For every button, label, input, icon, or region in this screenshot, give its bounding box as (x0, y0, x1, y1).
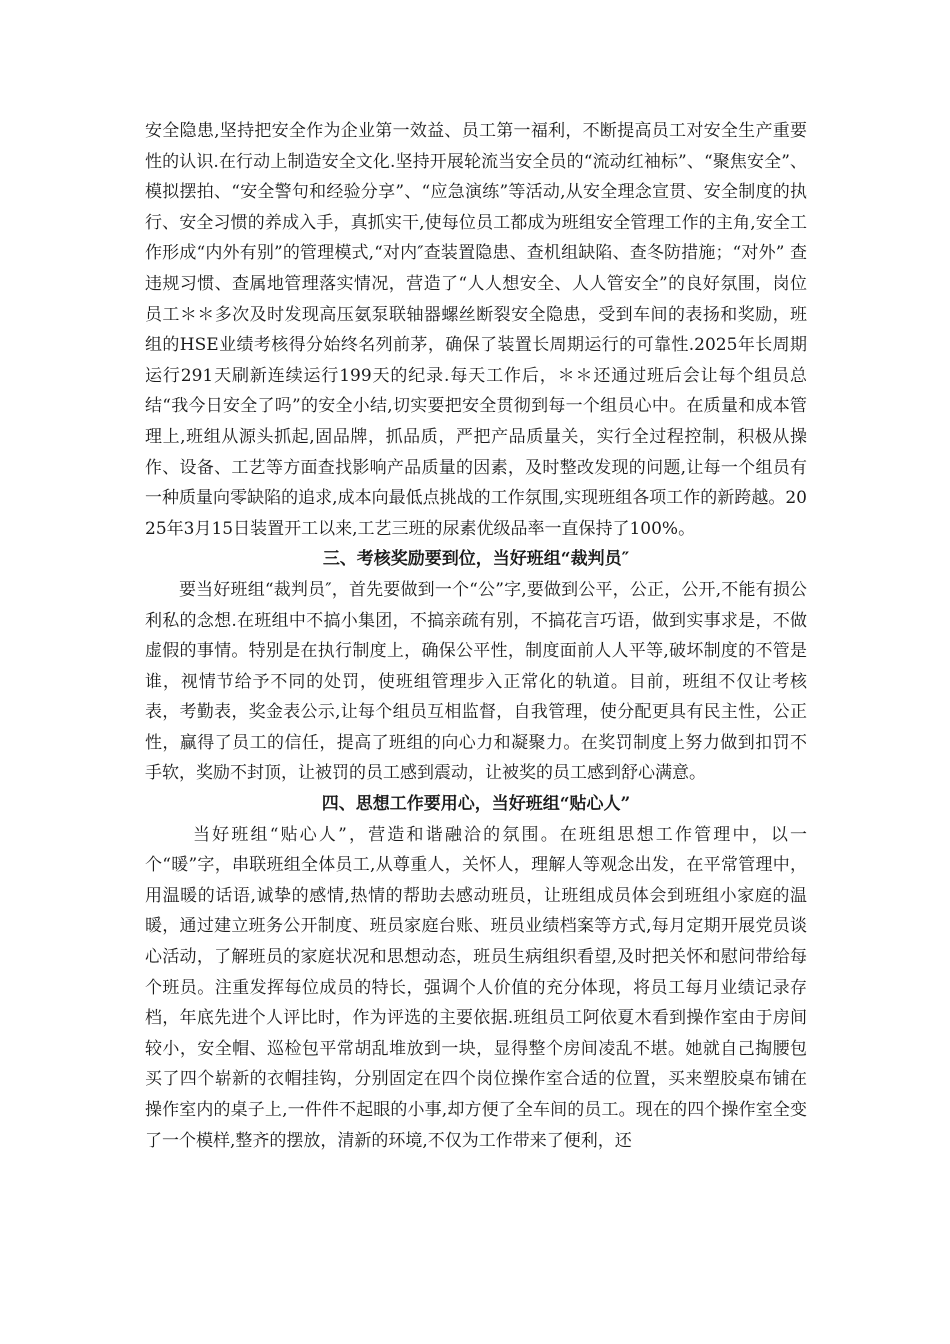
section-heading-3: 三、考核奖励要到位，当好班组“裁判员″ (322, 549, 630, 570)
document-page (145, 116, 807, 1156)
body-paragraph-care: 当好班组“贴心人”，营造和谐融洽的氛围。在班组思想工作管理中，以一个“暖”字，串联班组全体员工,从尊重人，关怀人，理解人等观念出发，在平常管理中，用温暖的话语,诚挚的感情,热情的帮助去感动班员，让班组成员体会到班组小家庭的温暖，通过建立班务公开制度、班员家庭台账、班员业绩档案等方式,每月定期开展党员谈心活动，了解班员的家庭状况和思想动态，班员生病组织看望,及时把关怀和慰问带给每个班员。注重发挥每位成员的特长，强调个人价值的充分体现，将员工每月业绩记录存档，年底先进个人评比时，作为评选的主要依据.班组员工阿依夏木看到操作室由于房间较小，安全帽、巡检包平常胡乱堆放到一块，显得整个房间凌乱不堪。她就自己掏腰包买了四个崭新的衣帽挂钩，分别固定在四个岗位操作室合适的位置，买来塑胶桌布铺在操作室内的桌子上,一件件不起眼的小事,却方便了全车间的员工。现在的四个操作室全变了一个模样,整齐的摆放，清新的环境,不仅为工作带来了便利，还 (145, 824, 807, 1151)
body-paragraph-safety: 安全隐患,坚持把安全作为企业第一效益、员工第一福利，不断提高员工对安全生产重要性的认识.在行动上制造安全文化.坚持开展轮流当安全员的“流动红袖标”、“聚焦安全”、模拟摆拍、“安全警句和经验分享”、“应急演练”等活动,从安全理念宣贯、安全制度的执行、安全习惯的养成入手，真抓实干,使每位员工都成为班组安全管理工作的主角,安全工作形成“内外有别”的管理模式,“对内″查装置隐患、查机组缺陷、查冬防措施；“对外” 查违规习惯、查属地管理落实情况，营造了“人人想安全、人人管安全”的良好氛围，岗位员工＊＊多次及时发现高压氨泵联轴器螺丝断裂安全隐患，受到车间的表扬和奖励，班组的HSE业绩考核得分始终名列前茅，确保了装置长周期运行的可靠性.2025年长周期运行291天刷新连续运行199天的纪录.每天工作后，＊＊还通过班后会让每个组员总结“我今日安全了吗”的安全小结,切实要把安全贯彻到每一个组员心中。在质量和成本管理上,班组从源头抓起,固品牌，抓品质，严把产品质量关，实行全过程控制，积极从操作、设备、工艺等方面查找影响产品质量的因素，及时整改发现的问题,让每一个组员有一种质量向零缺陷的追求,成本向最低点挑战的工作氛围,实现班组各项工作的新跨越。2025年3月15日装置开工以来,工艺三班的尿素优级品率一直保持了100%。 (145, 121, 807, 539)
body-paragraph-referee: 要当好班组“裁判员″，首先要做到一个“公”字,要做到公平，公正，公开,不能有损公利私的念想.在班组中不搞小集团，不搞亲疏有别，不搞花言巧语，做到实事求是，不做虚假的事情。特别是在执行制度上，确保公平性，制度面前人人平等,破坏制度的不管是谁，视情节给予不同的处罚，使班组管理步入正常化的轨道。目前，班组不仅让考核表，考勤表，奖金表公示,让每个组员互相监督，自我管理，使分配更具有民主性，公正性，赢得了员工的信任，提高了班组的向心力和凝聚力。在奖罚制度上努力做到扣罚不手软，奖励不封顶，让被罚的员工感到震动，让被奖的员工感到舒心满意。 (145, 579, 807, 784)
section-heading-4: 四、思想工作要用心，当好班组“贴心人” (321, 794, 631, 815)
